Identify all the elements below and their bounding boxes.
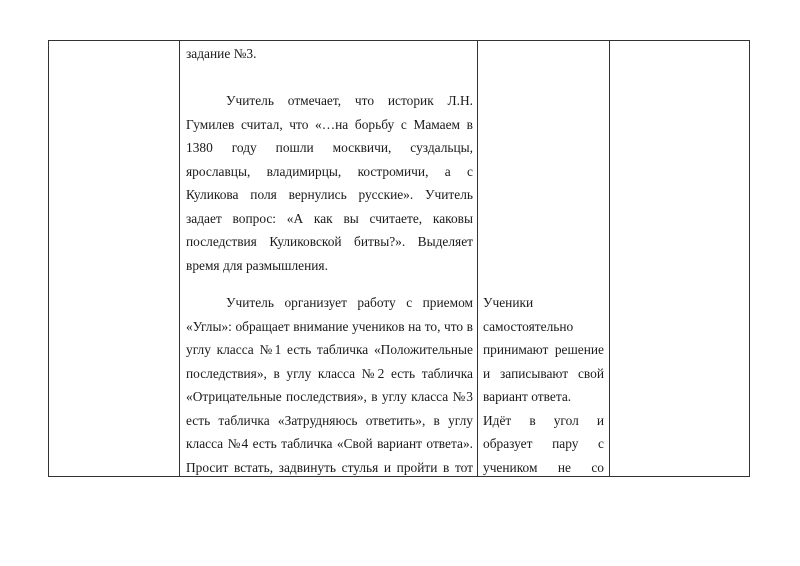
text-line: и записывают свой — [483, 365, 604, 381]
text-line: Учитель отмечает, что историк Л.Н. — [226, 93, 473, 108]
text-line: ярославцы, владимирцы, костромичи, а с — [186, 163, 473, 179]
lesson-plan-table — [48, 40, 750, 477]
text-line: Просит встать, задвинуть стулья и пройти в тот — [186, 459, 473, 475]
text-line: есть табличка «Затрудняюсь ответить», в углу — [186, 412, 473, 428]
text-line: время для размышления. — [186, 257, 328, 273]
text-line: класса №4 есть табличка «Свой вариант ответа». — [186, 436, 473, 451]
text-line: последствия Куликовской битвы?». Выделяет — [186, 234, 473, 249]
text-line: углу класса №1 есть табличка «Положительные — [186, 342, 473, 357]
text-line: 1380 году пошли москвичи, суздальцы, — [186, 140, 473, 155]
text-line: Куликова поля вернулись русские». Учитель — [186, 187, 473, 202]
text-line: Гумилев считал, что «…на борьбу с Мамаем в — [186, 116, 473, 132]
table-column-1 — [49, 41, 180, 476]
text-line: задание №3. — [186, 46, 257, 61]
text-line: вариант ответа. — [483, 389, 572, 404]
text-line: образует пару с — [483, 436, 604, 451]
paragraph-gumilev-quote — [186, 89, 473, 277]
table-column-4 — [610, 41, 750, 476]
text-line: «Углы»: обращает внимание учеников на то, что в — [186, 318, 473, 334]
text-line: принимают решение — [483, 342, 604, 357]
paragraph-students-response — [483, 291, 604, 479]
text-line: Идёт в угол и — [483, 412, 604, 428]
paragraph-corners-method — [186, 291, 473, 479]
text-line: Учитель организует работу с приемом — [226, 295, 473, 310]
table-column-student-activity — [478, 41, 610, 476]
text-line: последствия», в углу класса №2 есть табличка — [186, 365, 473, 381]
text-line: Ученики — [483, 295, 534, 310]
text-line: «Отрицательные последствия», в углу класса №3 — [186, 389, 473, 404]
table-column-teacher-activity — [180, 41, 478, 476]
paragraph-task-ref — [186, 42, 473, 66]
text-line: учеником не со — [483, 459, 604, 475]
text-line: задает вопрос: «А как вы считаете, каковы — [186, 210, 473, 226]
text-line: самостоятельно — [483, 318, 574, 334]
